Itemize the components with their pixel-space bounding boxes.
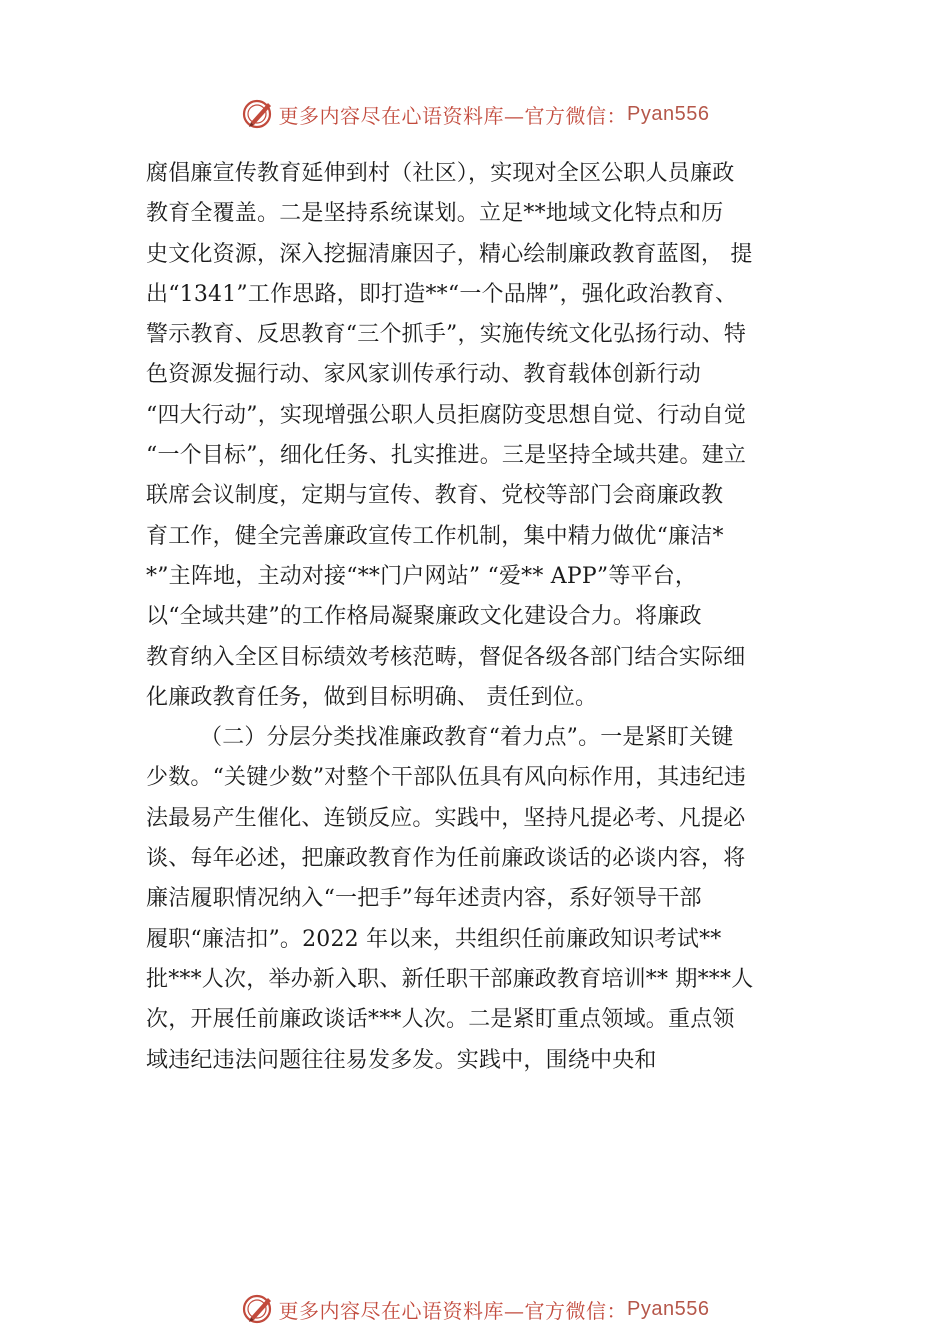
pen-logo-icon	[241, 96, 277, 132]
document-body	[146, 154, 820, 1081]
text-line: 教育全覆盖。二是坚持系统谋划。立足**地域文化特点和历	[146, 201, 724, 227]
text-line: 次，开展任前廉政谈话***人次。二是紧盯重点领域。重点领	[146, 1007, 735, 1033]
text-line: 史文化资源，深入挖掘清廉因子，精心绘制廉政教育蓝图， 提	[146, 241, 753, 267]
pen-logo-icon	[241, 1291, 277, 1327]
watermark-contact: Pyan556	[627, 1297, 710, 1320]
text-line: 廉洁履职情况纳入“一把手”每年述责内容，系好领导干部	[146, 886, 702, 912]
text-line: 谈、每年必述，把廉政教育作为任前廉政谈话的必谈内容，将	[146, 846, 746, 872]
text-line: “四大行动”，实现增强公职人员拒腐防变思想自觉、行动自觉	[146, 402, 747, 428]
text-line: 出“1341”工作思路，即打造**“一个品牌”，强化政治教育、	[146, 281, 738, 307]
text-line: 育工作，健全完善廉政宣传工作机制，集中精力做优“廉洁*	[146, 523, 724, 549]
watermark-footer	[0, 1289, 950, 1329]
text-line: 联席会议制度，定期与宣传、教育、党校等部门会商廉政教	[146, 483, 724, 509]
text-line: 教育纳入全区目标绩效考核范畴，督促各级各部门结合实际细	[146, 644, 746, 670]
text-line: 警示教育、反思教育“三个抓手”，实施传统文化弘扬行动、特	[146, 322, 747, 348]
text-line: 域违纪违法问题往往易发多发。实践中，围绕中央和	[146, 1047, 657, 1073]
text-line: 以“全域共建”的工作格局凝聚廉政文化建设合力。将廉政	[146, 604, 702, 630]
watermark-text: 更多内容尽在心语资料库—官方微信：	[278, 103, 628, 128]
text-line: 化廉政教育任务，做到目标明确、 责任到位。	[146, 684, 598, 710]
watermark-header	[0, 94, 950, 134]
section-heading-line: （二）分层分类找准廉政教育“着力点”。一是紧盯关键	[200, 725, 734, 751]
text-line: 履职“廉洁扣”。2022 年以来，共组织任前廉政知识考试**	[146, 926, 722, 952]
text-line: 少数。“关键少数”对整个干部队伍具有风向标作用，其违纪违	[146, 765, 747, 791]
text-line: *”主阵地，主动对接“**门户网站” “爱** APP”等平台，	[146, 563, 698, 589]
text-line: 色资源发掘行动、家风家训传承行动、教育载体创新行动	[146, 362, 702, 388]
text-line: 批***人次，举办新入职、新任职干部廉政教育培训** 期***人	[146, 966, 754, 992]
text-line: 腐倡廉宣传教育延伸到村（社区），实现对全区公职人员廉政	[146, 161, 735, 186]
text-line: 法最易产生催化、连锁反应。实践中，坚持凡提必考、凡提必	[146, 805, 746, 831]
watermark-contact: Pyan556	[627, 102, 710, 125]
text-line: “一个目标”，细化任务、扎实推进。三是坚持全域共建。建立	[146, 443, 747, 469]
watermark-text: 更多内容尽在心语资料库—官方微信：	[278, 1298, 628, 1323]
